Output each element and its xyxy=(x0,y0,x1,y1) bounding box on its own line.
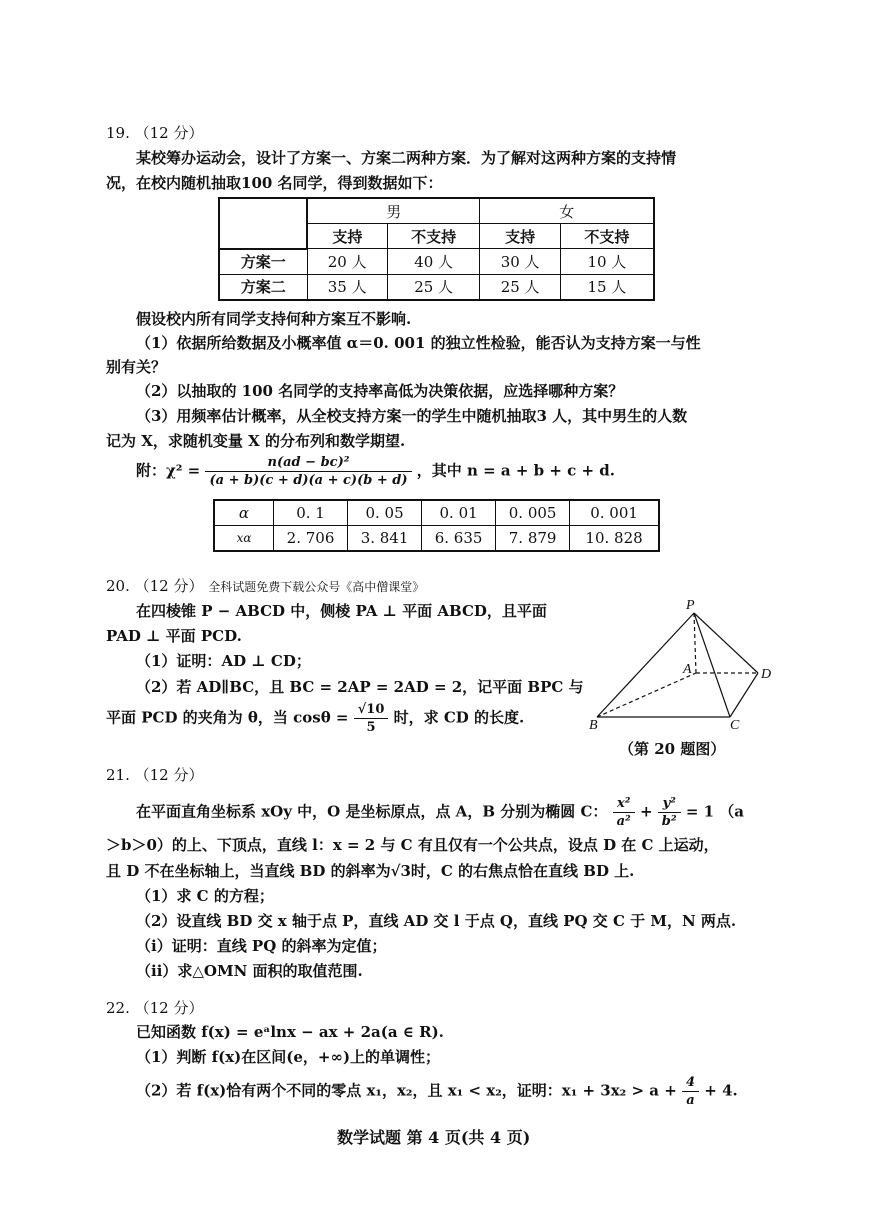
table-cell: 30 人 xyxy=(480,249,560,275)
q21-plus: + xyxy=(639,802,653,821)
table-cell: 0. 001 xyxy=(570,500,659,526)
frac-y-numerator: y² xyxy=(658,795,681,813)
q19-survey-table xyxy=(218,197,655,301)
table-cell: 20 人 xyxy=(307,249,387,275)
q20-line2: PAD ⊥ 平面 PCD. xyxy=(106,627,242,645)
label-b: B xyxy=(589,718,598,733)
table-cell: 25 人 xyxy=(387,274,480,300)
formula-fraction xyxy=(205,454,411,489)
table-cell: 15 人 xyxy=(560,274,654,300)
label-a: A xyxy=(683,662,692,677)
table-row xyxy=(219,274,654,300)
edge-cd xyxy=(730,673,758,717)
q20-heading xyxy=(106,575,424,596)
edge-ab-hidden xyxy=(597,673,696,717)
q20-number: 20. （12 分） xyxy=(106,577,204,595)
table-row xyxy=(219,249,654,275)
q21-line1-prefix: 在平面直角坐标系 xOy 中，O 是坐标原点，点 A，B 分别为椭圆 C： xyxy=(136,802,608,821)
label-c: C xyxy=(730,718,740,733)
q20-pyramid-figure xyxy=(585,595,775,735)
formula-suffix: ，其中 n = a + b + c + d. xyxy=(416,461,615,480)
q21-part1: （1）求 C 的方程； xyxy=(136,887,274,905)
header-female-support: 支持 xyxy=(480,224,560,249)
alpha-label: α xyxy=(214,500,274,526)
header-male-oppose: 不支持 xyxy=(387,224,480,249)
edge-pd xyxy=(694,613,758,673)
q22-part1: （1）判断 f(x)在区间(e，+∞)上的单调性； xyxy=(136,1048,441,1066)
q22-line1: 已知函数 f(x) = eᵃlnx − ax + 2a(a ∈ R). xyxy=(136,1023,444,1041)
q20-cos-denominator: 5 xyxy=(366,720,376,735)
q22-heading: 22. （12 分） xyxy=(106,999,204,1017)
formula-prefix: 附：χ² = xyxy=(136,461,201,480)
edge-pc xyxy=(694,613,730,717)
label-d: D xyxy=(761,667,772,682)
q21-heading: 21. （12 分） xyxy=(106,766,204,784)
table-cell: 35 人 xyxy=(307,274,387,300)
q21-line1-suffix: = 1 （a xyxy=(685,802,744,821)
q22-frac-denominator: a xyxy=(686,1093,695,1108)
formula-numerator: n(ad − bc)² xyxy=(205,454,411,472)
table-cell: 25 人 xyxy=(480,274,560,300)
table-cell: 10 人 xyxy=(560,249,654,275)
q22-frac-numerator: 4 xyxy=(682,1074,699,1092)
q21-line1 xyxy=(136,795,744,830)
q20-line1: 在四棱锥 P − ABCD 中，侧棱 PA ⊥ 平面 ABCD，且平面 xyxy=(136,602,547,620)
q21-part2-ii: （ⅱ）求△OMN 面积的取值范围. xyxy=(136,962,363,980)
q22-part2-suffix: + 4. xyxy=(704,1081,738,1100)
header-female: 女 xyxy=(480,198,654,224)
q19-text-line2: 况，在校内随机抽取100 名同学，得到数据如下： xyxy=(106,174,443,192)
q19-assumption: 假设校内所有同学支持何种方案互不影响. xyxy=(136,310,412,328)
q19-formula xyxy=(136,454,615,489)
q19-text-line1: 某校筹办运动会，设计了方案一、方案二两种方案．为了解对这两种方案的支持情 xyxy=(136,149,677,167)
label-p: P xyxy=(686,598,695,613)
q19-part3-line1: （3）用频率估计概率，从全校支持方案一的学生中随机抽取3 人，其中男生的人数 xyxy=(136,407,688,425)
table-cell: 2. 706 xyxy=(274,526,348,552)
x-alpha-label: xα xyxy=(214,526,274,552)
table-cell: 0. 1 xyxy=(274,500,348,526)
table-cell: 0. 01 xyxy=(422,500,496,526)
table-corner xyxy=(219,198,307,249)
q20-cos-fraction xyxy=(354,701,389,736)
q21-part2-i: （ⅰ）证明：直线 PQ 的斜率为定值； xyxy=(136,937,387,955)
frac-x-numerator: x² xyxy=(613,795,635,813)
table-cell: 40 人 xyxy=(387,249,480,275)
table-cell: 7. 879 xyxy=(496,526,570,552)
q20-cos-suffix: 时，求 CD 的长度. xyxy=(393,708,525,727)
q20-part1: （1）证明：AD ⊥ CD； xyxy=(136,652,311,670)
q20-figure-caption: （第 20 题图） xyxy=(619,740,726,758)
frac-x-denominator: a² xyxy=(616,814,631,829)
header-female-oppose: 不支持 xyxy=(560,224,654,249)
q19-critical-value-table xyxy=(213,499,660,552)
row-label: 方案一 xyxy=(219,249,307,275)
q22-part2 xyxy=(136,1074,738,1109)
edge-pb xyxy=(597,613,694,717)
table-cell: 10. 828 xyxy=(570,526,659,552)
table-row xyxy=(214,500,659,526)
row-label: 方案二 xyxy=(219,274,307,300)
q19-part2: （2）以抽取的 100 名同学的支持率高低为决策依据，应选择哪种方案？ xyxy=(136,382,624,400)
q21-part2: （2）设直线 BD 交 x 轴于点 P，直线 AD 交 l 于点 Q，直线 PQ 交 C 于 M，N 两点. xyxy=(136,912,737,930)
header-male-support: 支持 xyxy=(307,224,387,249)
q21-ellipse-frac-x xyxy=(613,795,635,830)
q20-cos-numerator: √10 xyxy=(354,701,389,719)
page-footer: 数学试题 第 4 页(共 4 页) xyxy=(337,1128,531,1147)
q21-line3: 且 D 不在坐标轴上，当直线 BD 的斜率为√3时，C 的右焦点恰在直线 BD 上. xyxy=(106,862,635,880)
edge-pa-hidden xyxy=(694,613,696,673)
q19-part1-line1: （1）依据所给数据及小概率值 α＝0. 001 的独立性检验，能否认为支持方案一与性 xyxy=(136,334,701,352)
header-male: 男 xyxy=(307,198,480,224)
q20-cos-prefix: 平面 PCD 的夹角为 θ，当 cosθ = xyxy=(106,708,349,727)
q21-ellipse-frac-y xyxy=(658,795,681,830)
formula-denominator: (a + b)(c + d)(a + c)(b + d) xyxy=(209,473,408,488)
table-cell: 0. 005 xyxy=(496,500,570,526)
q21-line2: ＞b＞0）的上、下顶点，直线 l：x = 2 与 C 有且仅有一个公共点，设点 D 在 C 上运动， xyxy=(106,836,719,854)
q19-heading: 19. （12 分） xyxy=(106,124,204,142)
q22-part2-prefix: （2）若 f(x)恰有两个不同的零点 x₁，x₂，且 x₁ < x₂，证明：x₁ + 3x₂ > a + xyxy=(136,1081,677,1100)
table-cell: 3. 841 xyxy=(348,526,422,552)
frac-y-denominator: b² xyxy=(661,814,677,829)
q20-source-note: 全科试题免费下载公众号《高中僧课堂》 xyxy=(208,580,425,594)
table-cell: 0. 05 xyxy=(348,500,422,526)
q20-part2: （2）若 AD∥BC，且 BC = 2AP = 2AD = 2，记平面 BPC 与 xyxy=(136,678,584,696)
table-row xyxy=(214,526,659,552)
q19-part1-line2: 别有关？ xyxy=(106,358,167,376)
table-cell: 6. 635 xyxy=(422,526,496,552)
q19-part3-line2: 记为 X，求随机变量 X 的分布列和数学期望. xyxy=(106,432,406,450)
q22-fraction xyxy=(682,1074,699,1109)
q20-part2-cont xyxy=(106,701,524,736)
